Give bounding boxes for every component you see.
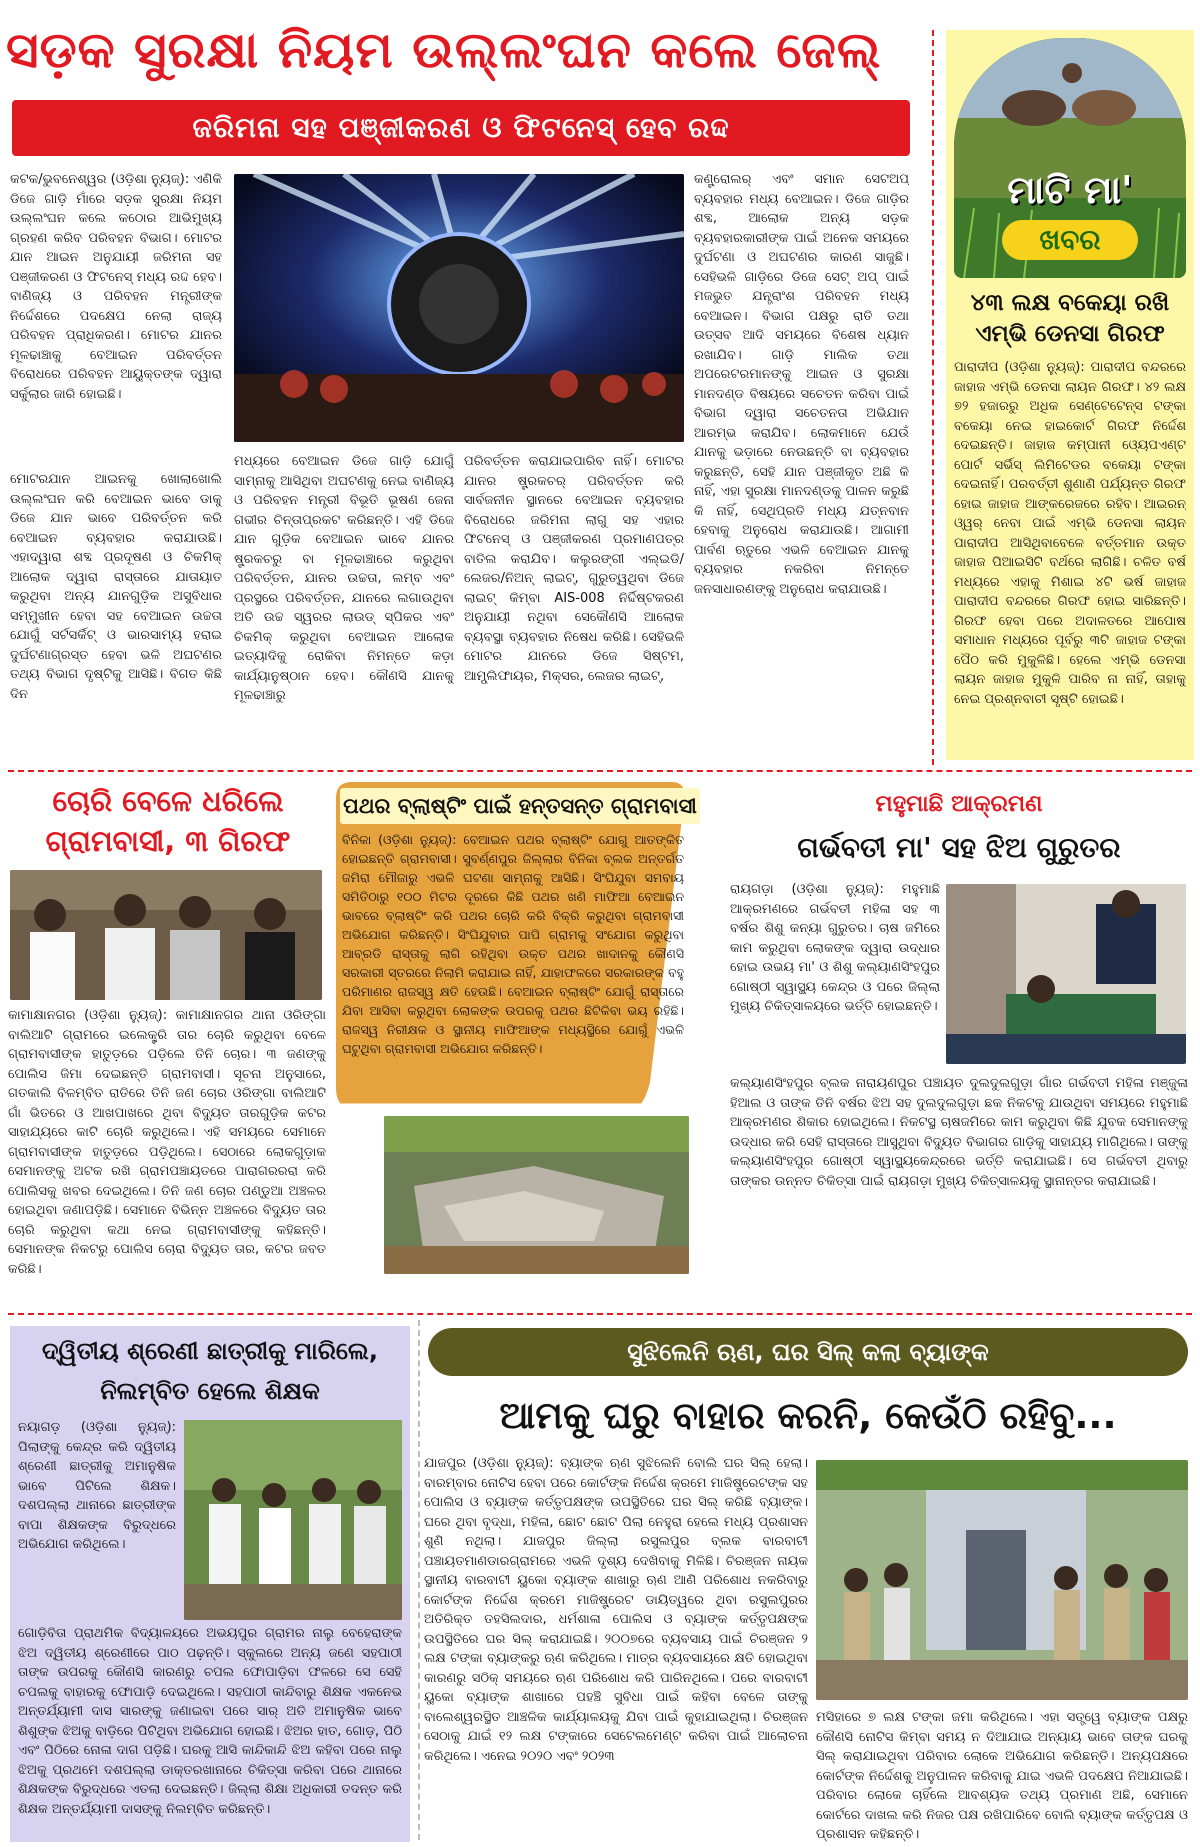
- blasting-body: ବିନିକା (ଓଡ଼ିଶା ନ୍ୟୁଜ୍): ବେଆଇନ ପଥର ବ୍ଲାଷ୍ଟିଂ ଯୋଗୁ ଆତଙ୍କିତ ହୋଇଛନ୍ତି ଗ୍ରାମବାସୀ। ସୁବର୍ଣ୍ଣପୁର ଜିଲ୍ଲାର ବିନିକା ବ୍ଲକ ଅନ୍ତର୍ଗତ ଜମିରା ମୌଜାରୁ ଏଭଳି ଘଟଣା ସାମ୍ନାକୁ ଆସିଛି। ସିଂଘିଯୁବା ସମବାୟ ସମିତିଠାରୁ ୧୦୦ ମିଟର ଦୂରରେ କିଛି ପଥର ଖଣି ମାଫିଆ ବେଆଇନ ଭାବରେ ବ୍ଲାଷ୍ଟିଂ କରି ପଥର ଚୋରି କରି ବିକ୍ରି କରୁଥିବା ଗ୍ରାମବାସୀ ଅଭିଯୋଗ କରିଛନ୍ତି। ସିଂଘିଯୁବାର ପାପି ଗ୍ରାମକୁ ସଂଯୋଗ କରୁଥିବା ଆବ୍ରଡି ରାସ୍ତାକୁ ଲାଗି ରହିଥିବା ଉକ୍ତ ପଥର ଖାଦାନକୁ କୌଣସି ସରକାରୀ ସ୍ତରରେ ନିଲାମି କରାଯାଇ ନାହିଁ, ଯାହାଫଳରେ ସରକାରଙ୍କ ବହୁ ପରିମାଣର ରାଜସ୍ୱ କ୍ଷତି ହେଉଛି। ବେଆଇନ ବ୍ଲାଷ୍ଟିଂ ଯୋଗୁଁ ରାସ୍ତାରେ ଯିବା ଆସିବା କରୁଥିବା ଲୋକଙ୍କ ଉପରକୁ ପଥର ଛିଟିକିବା ଭୟ ରହିଛି। ରାଜସ୍ୱ ନିରୀକ୍ଷକ ଓ ସ୍ଥାନୀୟ ମାଫିଆଙ୍କ ମଧ୍ୟସ୍ଥିରେ ଯୋଗୁଁ ଏଭଳି ଘଟୁଥିବା ଗ୍ରାମବାସୀ ଅଭିଯୋଗ କରିଛନ୍ତି।: [342, 832, 684, 1056]
- quarry-photo: [384, 1116, 689, 1274]
- theft-headline-2: ଗ୍ରାମବାସୀ, ୩ ଗିରଫ: [45, 824, 291, 858]
- teacher-body-2: ଗୋଡ଼ିବିତା ପ୍ରାଥମିକ ବିଦ୍ୟାଳୟରେ ଅଭୟପୁର ଗ୍ରାମର ନାଲୁ ବେହେରାଙ୍କ ଝିଅ ଦ୍ୱିତୀୟ ଶ୍ରେଣୀରେ ପାଠ ପଢ଼ନ୍ତି। ସ୍କୁଲରେ ଅନ୍ୟ ଜଣେ ସହପାଠୀ ତାଙ୍କ ଉପରକୁ କୌଣସି କାରଣରୁ ଚପଲ ଫୋପାଡ଼ିବା ଫଳରେ ସେ ସେହି ଚପଲକୁ ବାହାରକୁ ଫୋପାଡ଼ି ଦେଇଥିଲେ। ସହପାଠୀ କାନ୍ଦିବାରୁ ଶିକ୍ଷକ ଏକନେଭ ଅନ୍ତର୍ଯ୍ୟାମୀ ଦାସ ସାରଙ୍କୁ ଜଣାଇବା ପରେ ସାର୍ ଅତି ଅମାନୁଷିକ ଭାବେ ଶିଶୁଙ୍କ ଝିଅକୁ ବାଡ଼ିରେ ପିଟିଥିବା ଅଭିଯୋଗ ହୋଇଛି। ଝିଅର ହାତ, ଗୋଡ଼, ପିଠି ଏବଂ ପିଠିରେ ନୋଳା ଦାଗ ପଡ଼ିଛି। ଘରକୁ ଆସି କାନ୍ଦିକାନ୍ଦି ଝିଅ କହିବା ପରେ ନାଲୁ ଝିଅକୁ ପ୍ରଥମେ ଦଶପଲ୍ଲା ଡାକ୍ତରଖାନାରେ ଚିକିତ୍ସା କରିବା ପରେ ଥାନାରେ ଶିକ୍ଷକଙ୍କ ବିରୁଦ୍ଧରେ ଏତଲା ଦେଇଛନ୍ତି। ଜିଲ୍ଲା ଶିକ୍ଷା ଅଧିକାରୀ ତଦନ୍ତ କରି ଶିକ୍ଷକ ଅନ୍ତର୍ଯ୍ୟାମୀ ଦାସଙ୍କୁ ନିଲମ୍ବିତ କରିଛନ୍ତି।: [18, 1626, 402, 1817]
- bee-body-2: କଲ୍ୟାଣସିଂହପୁର ବ୍ଲକ ନାରାୟଣପୁର ପଞ୍ଚାୟତ ଦୁଲଦୁଲଗୁଡ଼ା ଗାଁର ଗର୍ଭବତୀ ମହିଳା ମଞ୍ଜୁଳା ହିଆଲ ଓ ତାଙ୍କ ତିନି ବର୍ଷର ଝିଅ ସହ ଦୁଲଦୁଲଗୁଡ଼ା ଛକ ନିକଟକୁ ଯାଉଥିବା ସମୟରେ ମହୁମାଛି ଆକ୍ରମଣର ଶିକାର ହୋଇଥିଲେ। ନିକଟସ୍ଥ ଚାଷଜମିରେ କାମ କରୁଥିବା କିଛି ଯୁବକ ସେମାନଙ୍କୁ ଉଦ୍ଧାର କରି ସେହି ରାସ୍ତାରେ ଆସୁଥିବା ବିଦ୍ୟୁତ ବିଭାଗର ଗାଡ଼ିକୁ ସାହାଯ୍ୟ ମାଗିଥିଲେ। ତାଙ୍କୁ କଲ୍ୟାଣସିଂହପୁର ଗୋଷ୍ଠୀ ସ୍ୱାସ୍ଥ୍ୟକେନ୍ଦ୍ରରେ ଭର୍ତ୍ତି କରାଯାଇଛି। ସେ ଗର୍ଭବତୀ ଥିବାରୁ ତାଙ୍କର ଉନ୍ନତ ଚିକିତ୍ସା ପାଇଁ ରାୟଗଡ଼ା ମୁଖ୍ୟ ଚିକିତ୍ସାଳୟକୁ ସ୍ଥାନାନ୍ତର କରାଯାଇଛି।: [730, 1076, 1188, 1189]
- bank-banner: [428, 1328, 1188, 1376]
- logo-subtitle: ଖବର: [1039, 223, 1101, 256]
- theft-headline-1: ଚୋରି ବେଳେ ଧରିଲେ: [52, 784, 284, 818]
- bee-headline: ଗର୍ଭବତୀ ମା' ସହ ଝିଅ ଗୁରୁତର: [797, 831, 1121, 864]
- bank-body-2: ମସିହାରେ ୭ ଲକ୍ଷ ଟଙ୍କା ଜମା କରିଥିଲେ। ଏହା ସତ୍ତ୍ୱେ ବ୍ୟାଙ୍କ ପକ୍ଷରୁ କୌଣସି ନୋଟିସ କିମ୍ବା ସମୟ ନ ଦିଆଯାଇ ଅନ୍ୟାୟ ଭାବେ ତାଙ୍କ ଘରକୁ ସିଲ୍ କରାଯାଇଥିବା ପରିବାର ଲୋକେ ଅଭିଯୋଗ କରିଛନ୍ତି। ଅନ୍ୟପକ୍ଷରେ କୋର୍ଟଙ୍କ ନିର୍ଦ୍ଦେଶକୁ ଅନୁପାଳନ କରିବାକୁ ଯାଇ ଏଭଳି ପଦକ୍ଷେପ ନିଆଯାଇଛି। ପରିବାର ଲୋକେ ଚାହିଁଲେ ଆବଶ୍ୟକ ତଥ୍ୟ ପ୍ରମାଣ ଅଛି, ସେମାନେ କୋର୍ଟରେ ଦାଖଲ କରି ନିଜର ପକ୍ଷ ରଖିପାରିବେ ବୋଲି ବ୍ୟାଙ୍କ କର୍ତ୍ତୃପକ୍ଷ ଓ ପ୍ରଶାସନ କହିଛନ୍ତି।: [816, 1710, 1188, 1842]
- sidebar-headline: ୪୩ ଲକ୍ଷ ବକେୟା ରଖି ଏମ୍ଭି ଡେନସା ଗିରଫ: [970, 290, 1170, 347]
- lead-story-col4: [694, 170, 909, 750]
- sidebar-box: [946, 30, 1194, 760]
- middle-section-rule: [8, 1313, 1192, 1315]
- bee-body-1: ରାୟଗଡ଼ା (ଓଡ଼ିଶା ନ୍ୟୁଜ୍): ମହୁମାଛି ଆକ୍ରମଣରେ ଗର୍ଭବତୀ ମହିଳା ସହ ୩ ବର୍ଷର ଶିଶୁ କନ୍ୟା ଗୁରୁତର। ଚାଷ ଜମିରେ କାମ କରୁଥିବା ଲୋକଙ୍କ ଦ୍ୱାରା ଉଦ୍ଧାର ହୋଇ ଉଭୟ ମା' ଓ ଶିଶୁ କଲ୍ୟାଣସିଂହପୁର ଗୋଷ୍ଠୀ ସ୍ୱାସ୍ଥ୍ୟ କେନ୍ଦ୍ର ଓ ପରେ ଜିଲ୍ଲା ମୁଖ୍ୟ ଚିକିତ୍ସାଳୟରେ ଭର୍ତ୍ତି ହୋଇଛନ୍ତି।: [730, 882, 940, 1014]
- main-headline: ସଡ଼କ ସୁରକ୍ଷା ନିୟମ ଉଲ୍ଲଂଘନ କଲେ ଜେଲ୍: [6, 21, 882, 79]
- blasting-box: [332, 778, 722, 1278]
- bottom-divider: [418, 1320, 420, 1840]
- lead-story-para3: ମଧ୍ୟରେ ବେଆଇନ ଡିଜେ ଗାଡ଼ି ଯୋଗୁଁ ସାମ୍ନାକୁ ଆସିଥିବା ଅଘଟଣକୁ ନେଇ ବାଣିଜ୍ୟ ଓ ପରିବହନ ମନ୍ତ୍ରୀ ବିଭୂତି ଭୂଷଣ ଜେନା ଗଭୀର ଚିନ୍ତାପ୍ରକଟ କରିଛନ୍ତି। ଏହି ଡିଜେ ଯାନ ଗୁଡ଼ିକ ବେଆଇନ ଭାବେ ଯାନର ଷ୍ଟ୍ରକଚରୁ ବା ମୂଳଢାଞ୍ଚାରେ କରୁଥିବା ପରିବର୍ତ୍ତନ, ଯାନର ଉଚ୍ଚତା, ଲମ୍ବ ଏବଂ ପ୍ରସ୍ଥରେ ପରିବର୍ତ୍ତନ, ଯାନରେ ଲଗାଉଥିବା ଅତି ଉଚ୍ଚ ସ୍ୱରର ଲାଉଡ୍ ସ୍ପିକର ଏବଂ ଚିକମିକ୍ କରୁଥିବା ବେଆଇନ ଆଲୋକ ଇତ୍ୟାଦିକୁ ରୋକିବା ନିମନ୍ତେ କଡ଼ା କାର୍ଯ୍ୟାନୁଷ୍ଠାନ ହେବ। କୌଣସି ଯାନକୁ ମୂଳଢାଞ୍ଚାରୁ: [234, 454, 454, 703]
- lead-story-col2: [234, 452, 454, 750]
- logo-subtitle-badge: [1002, 220, 1138, 260]
- teacher-headline-1: ଦ୍ୱିତୀୟ ଶ୍ରେଣୀ ଛାତ୍ରୀକୁ ମାରିଲେ,: [42, 1337, 378, 1365]
- bee-kicker: ମହୁମାଛି ଆକ୍ରମଣ: [875, 791, 1043, 817]
- blasting-headline-box: [340, 788, 700, 824]
- sealed-house-photo: [816, 1460, 1188, 1700]
- lead-story-para5: କଣ୍ଟ୍ରୋଲର୍ ଏବଂ ସମାନ ସେଟଅପ୍ ବ୍ୟବହାର ମଧ୍ୟ ବେଆଇନ। ଡିଜେ ଗାଡ଼ିର ଶବ୍ଦ, ଆଲୋକ ଅନ୍ୟ ସଡ଼କ ବ୍ୟବହାରକାରୀଙ୍କ ପାଇଁ ଅନେକ ସମୟରେ ଦୁର୍ଘଟଣା ଓ ଅଘଟଣର କାରଣ ସାଜୁଛି। ସେହିଭଳି ଗାଡ଼ିରେ ଡିଜେ ସେଟ୍ ଅପ୍ ପାଇଁ ମଜଭୁତ ଯନ୍ତ୍ରାଂଶ ପରିବହନ ମଧ୍ୟ ବେଆଇନ। ବିଭାଗ ପକ୍ଷରୁ ରାତି ତଥା ଉତ୍ସବ ଆଦି ସମୟରେ ବିଶେଷ ଧ୍ୟାନ ରଖାଯିବ। ଗାଡ଼ି ମାଲିକ ତଥା ଅପରେଟରମାନଙ୍କୁ ଆଇନ ଓ ସୁରକ୍ଷା ମାନଦଣ୍ଡ ବିଷୟରେ ସଚେତନ କରିବା ପାଇଁ ବିଭାଗ ଦ୍ୱାରା ସଚେତନତା ଅଭିଯାନ ଆରମ୍ଭ କରାଯିବ। ଲୋକମାନେ ଯେଉଁ ଯାନକୁ ଭଡ଼ାରେ ନେଉଛନ୍ତି ବା ବ୍ୟବହାର କରୁଛନ୍ତି, ସେହି ଯାନ ପଞ୍ଜୀକୃତ ଅଛି କି ନାହିଁ, ଏହା ସୁରକ୍ଷା ମାନଦଣ୍ଡକୁ ପାଳନ କରୁଛି କି ନାହିଁ, ସେଥିପ୍ରତି ମଧ୍ୟ ଯତ୍ନବାନ ହେବାକୁ ଅନୁରୋଧ କରାଯାଉଛି। ଆଗାମୀ ପାର୍ବଣ ଋତୁରେ ଏଭଳି ବେଆଇନ ଯାନକୁ ବ୍ୟବହାର ନକରିବା ନିମନ୍ତେ ଜନସାଧାରଣଙ୍କୁ ଅନୁରୋଧ କରାଯାଉଛି।: [694, 172, 909, 597]
- arrested-youths-photo: [10, 870, 322, 1000]
- school-photo: [184, 1420, 402, 1620]
- teacher-box: [10, 1326, 410, 1842]
- teacher-body-1: ନୟାଗଡ଼ (ଓଡ଼ିଶା ନ୍ୟୁଜ୍): ପିଲାଙ୍କୁ କେନ୍ଦ୍ର କରି ଦ୍ୱିତୀୟ ଶ୍ରେଣୀ ଛାତ୍ରୀକୁ ଅମାନୁଷିକ ଭାବେ ପିଟିଲେ ଶିକ୍ଷକ। ଦଶପଲ୍ଲା ଥାନାରେ ଛାତ୍ରୀଙ୍କ ବାପା ଶିକ୍ଷକଙ୍କ ବିରୁଦ୍ଧରେ ଅଭିଯୋଗ କରିଥିଲେ।: [18, 1420, 176, 1552]
- lead-story-para1: କଟକ/ଭୁବନେଶ୍ୱର (ଓଡ଼ିଶା ନ୍ୟୁଜ୍): ଏଣିକି ଡିଜେ ଗାଡ଼ି ମାଁରେ ସଡ଼କ ସୁରକ୍ଷା ନିୟମ ଉଲ୍ଲଂଘନ କଲେ କଠୋର ଆଭିମୁଖ୍ୟ ଗ୍ରହଣ କରିବ ପରିବହନ ବିଭାଗ। ମୋଟର ଯାନ ଆଇନ ଅନୁଯାୟୀ ଜରିମନା ସହ ପଞ୍ଜୀକରଣ ଓ ଫିଟନେସ୍ ମଧ୍ୟ ରଦ୍ଦ ହେବ। ବାଣିଜ୍ୟ ଓ ପରିବହନ ମନ୍ତ୍ରୀଙ୍କ ନିର୍ଦ୍ଦେଶରେ ପଦକ୍ଷେପ ନେଲା ରାଜ୍ୟ ପରିବହନ ପ୍ରାଧିକରଣ। ମୋଟର ଯାନର ମୂଳଢାଞ୍ଚାକୁ ବେଆଇନ ପରିବର୍ତ୍ତନ ବିରୋଧରେ ପରିବହନ ଆୟୁକ୍ତଙ୍କ ଦ୍ୱାରା ସର୍କୁଲାର ଜାରି ହୋଇଛି।: [10, 172, 222, 402]
- hospital-photo: [946, 884, 1186, 1064]
- lead-story-para4: ପରିବର୍ତ୍ତନ କରାଯାଇପାରିବ ନାହିଁ। ମୋଟର ଯାନର ଷ୍ଟ୍ରକଚର୍ ପରିବର୍ତ୍ତନ କରି ସାର୍ବଜନୀନ ସ୍ଥାନରେ ବେଆଇନ ବ୍ୟବହାର ବିରୋଧରେ ଜରିମନା ଲାଗୁ ସହ ଏହାର ଫିଟନେସ୍ ଓ ପଞ୍ଜୀକରଣ ପ୍ରମାଣପତ୍ର ବାତିଲ କରାଯିବ। କଲୁରଙ୍ଗୀ ଏଲ୍ଇଡି/ଲେଜର/ନିଅନ୍ ଲାଇଟ୍, ଗୁରୁତ୍ୱଥିବା ଡିଜେ ଲାଇଟ୍ କିମ୍ବା AIS-008 ନିର୍ଦ୍ଦିଷ୍ଟକରଣ ଅନୁଯାୟୀ ନଥିବା ସେକୌଣସି ଆଲୋକ ବ୍ୟବସ୍ଥା ବ୍ୟବହାର ନିଷେଧ କରିଛି। ସେହିଭଳି ମୋଟର ଯାନରେ ଡିଜେ ସିଷ୍ଟମ, ଆମ୍ପ୍ଲିଫାୟର, ମିକ୍ସର, ଲେଜର ଲାଇଟ୍,: [464, 454, 684, 684]
- theft-body: କାମାକ୍ଷାନଗର (ଓଡ଼ିଶା ନ୍ୟୁଜ୍): କାମାକ୍ଷାନଗର ଥାନା ଓରିଙ୍ଗା ବାଲିଆଟି ଗ୍ରାମରେ ଇଲେକ୍ଟ୍ରି ତାର ଚୋରି କରୁଥିବା ବେଳେ ଗ୍ରାମବାସୀଙ୍କ ହାତୁଡ଼ରେ ପଡ଼ିଲେ ତିନି ଚୋର। ୩ ଜଣଙ୍କୁ ପୋଲିସ ଜିମା ଦେଇଛନ୍ତି ଗ୍ରାମବାସୀ। ସୂଚନା ଅନୁସାରେ, ଗତକାଲି ବିଳମ୍ବିତ ରାତିରେ ତିନି ଜଣ ଚୋର ଓରିଙ୍ଗା ବାଲିଆଟି ଗାଁ ଭିତରେ ଓ ଆଖପାଖରେ ଥିବା ବିଦ୍ୟୁତ ତାରଗୁଡ଼ିକ କଟର ସାହାଯ୍ୟରେ କାଟି ଚୋରି କରୁଥିଲେ। ଏହି ସମୟରେ ସେମାନେ ଗ୍ରାମବାସୀଙ୍କ ହାତୁଡ଼ରେ ପଡ଼ିଥିଲେ। ସେଠାରେ ଲୋକଗୁଡ଼ାକ ସେମାନଙ୍କୁ ଅଟକ ରଖି ଗ୍ରାମପଞ୍ଚାୟତରେ ପାରାଗରରରା କରି ପୋଲିସକୁ ଖବର ଦେଇଥିଲେ। ତିନି ଜଣ ଚୋର ପଣ୍ଡୁଆ ଅଞ୍ଚଳର ହୋଇଥିବା ଜଣାପଡ଼ିଛି। ସେମାନେ ବିଭିନ୍ନ ଅଞ୍ଚଳରେ ବିଦ୍ୟୁତ ତାର ଚୋରି କରୁଥିବା କଥା ନେଇ ଗ୍ରାମବାସୀଙ୍କୁ କହିଛନ୍ତି। ସେମାନଙ୍କ ନିକଟରୁ ପୋଲିସ ଚୋରା ବିଦ୍ୟୁତ ତାର, କଟର ଜବତ କରିଛି।: [8, 1008, 326, 1277]
- logo-title: ମାଟି ମା': [1007, 168, 1133, 212]
- lead-story-col1-bottom: [10, 470, 222, 750]
- lead-story-para2: ମୋଟରଯାନ ଆଇନକୁ ଖୋଲାଖୋଲି ଉଲ୍ଲଂଘନ କରି ବେଆଇନ ଭାବେ ଡାକୁ ଡିଜେ ଯାନ ଭାବେ ପରିବର୍ତ୍ତନ କରି ବେଆଇନ ବ୍ୟବହାର କରାଯାଉଛି। ଏହାଦ୍ୱାରା ଶବ୍ଦ ପ୍ରଦୂଷଣ ଓ ଚିକମିକ୍ ଆଲୋକ ଦ୍ୱାରା ରାସ୍ତାରେ ଯାତାୟାତ କରୁଥିବା ଅନ୍ୟ ଯାନଗୁଡ଼ିକ ଅସୁବିଧାର ସମ୍ମୁଖୀନ ହେବା ସହ ବେଆଇନ ଉଚ୍ଚତା ଯୋଗୁଁ ସର୍ଟସର୍କିଟ୍ ଓ ଭାରସାମ୍ୟ ହରାଇ ଦୁର୍ଘଟଣାଗ୍ରସ୍ତ ହେବା ଭଳି ଅଘଟଣର ତଥ୍ୟ ବିଭାଗ ଦୃଷ୍ଟିକୁ ଆସିଛି। ବିଗତ କିଛି ଦିନ: [10, 472, 222, 702]
- teacher-headline-2: ନିଲମ୍ବିତ ହେଲେ ଶିକ୍ଷକ: [100, 1377, 320, 1405]
- bank-banner-text: ସୁଝିଲେନି ଋଣ, ଘର ସିଲ୍ କଲା ବ୍ୟାଙ୍କ: [627, 1338, 989, 1366]
- dj-truck-photo: [234, 174, 684, 442]
- top-divider: [932, 30, 934, 765]
- bank-headline: ଆମକୁ ଘରୁ ବାହାର କରନି, କେଉଁଠି ରହିବୁ...: [499, 1394, 1117, 1437]
- lead-story-col3: [464, 452, 684, 750]
- sidebar-body: ପାରାଦୀପ (ଓଡ଼ିଶା ନ୍ୟୁଜ୍): ପାରାଦୀପ ବନ୍ଦରରେ ଜାହାଜ ଏମ୍ଭି ଡେନସା ଲାୟନ ଗିରଫ। ୪୨ ଲକ୍ଷ ୭୨ ହଜାରରୁ ଅଧିକ ସେଣ୍ଟେଟେନ୍ସ ଟଙ୍କା ବକେୟା ନେଇ ହାଇକୋର୍ଟ ଗିରଫ ନିର୍ଦ୍ଦେଶ ଦେଇଛନ୍ତି। ଜାହାଜ କମ୍ପାନୀ ଓ୍ୟେପଏଣ୍ଟ ପୋର୍ଟ ସର୍ଭିସ୍ ଲିମିଟେଡର ବକେୟା ଟଙ୍କା ଦେଇନାହିଁ। ପରବର୍ତ୍ତୀ ଶୁଣାଣି ପର୍ଯ୍ୟନ୍ତ ଗିରଫ ହୋଇ ଜାହାଜ ଆଙ୍କରେଜରେ ରହିବ। ଆଇରନ୍ ଓ୍ୱର୍ ନେବା ପାଇଁ ଏମ୍ଭି ଡେନସା ଲାୟନ ପାରାଦୀପ ଆସିଥିବାବେଳେ ବର୍ତ୍ତମାନ ଉକ୍ତ ଜାହାଜ ପିଆଇସିଟି ବର୍ଥରେ ଲାଗିଛି। ଚଳିତ ବର୍ଷ ମଧ୍ୟରେ ଏହାକୁ ମିଶାଇ ୪ଟି ଭର୍ଷ ଜାହାଜ ପାରାଦୀପ ବନ୍ଦରରେ ଗିରଫ ହୋଇ ସାରିଛନ୍ତି। ଗିରଫ ହେବା ପରେ ଅଦାଳତରେ ଆପୋଷ ସମାଧାନ ମଧ୍ୟରେ ପୂର୍ବରୁ ୩ଟି ଜାହାଜ ଟଙ୍କା ପୈଠ କରି ମୁକୁଳିଛି। ହେଲେ ଏମ୍ଭି ଡେନସା ଲାୟନ ଜାହାଜ ମୁକୁଳି ପାରିବ ନା ନାହିଁ, ତାହାକୁ ନେଇ ପ୍ରଶ୍ନବାଚୀ ସୃଷ୍ଟି ହୋଇଛି।: [954, 360, 1186, 707]
- lead-story-col1: [10, 170, 222, 470]
- blasting-headline: ପଥର ବ୍ଲାଷ୍ଟିଂ ପାଇଁ ହନ୍ତସନ୍ତ ଗ୍ରାମବାସୀ: [343, 794, 697, 818]
- bank-body-1: ଯାଜପୁର (ଓଡ଼ିଶା ନ୍ୟୁଜ୍): ବ୍ୟାଙ୍କ ଋଣ ସୁଝିଲେନି ବୋଲି ଘର ସିଲ୍ ହେଲା। ବାରମ୍ବାର ନୋଟିସ ହେବା ପରେ କୋର୍ଟଙ୍କ ନିର୍ଦ୍ଦେଶ କ୍ରମେ ମାଜିଷ୍ଟ୍ରେଟଙ୍କ ସହ ପୋଲିସ ଓ ବ୍ୟାଙ୍କ କର୍ତ୍ତୃପକ୍ଷଙ୍କ ଉପସ୍ଥିତିରେ ଘର ସିଲ୍ କରିଛି ବ୍ୟାଙ୍କ। ଘରେ ଥିବା ବୃଦ୍ଧା, ମହିଳା, ଛୋଟ ଛୋଟ ପିଲା ନେହୁରା ହେଲେ ମଧ୍ୟ ପ୍ରଶାସନ ଶୁଣି ନଥିଲା। ଯାଜପୁର ଜିଲ୍ଲା ରସୁଲପୁର ବ୍ଲକ ବାରବାଟୀ ପଞ୍ଚାୟତମାଣଡାରଗ୍ରାମରେ ଏଭଳି ଦୃଶ୍ୟ ଦେଖିବାକୁ ମିଳିଛି। ଚିରଞ୍ଜନ ନାୟକ ସ୍ଥାନୀୟ ବାରବାଟୀ ୟୁକୋ ବ୍ୟାଙ୍କ ଶାଖାରୁ ଋଣ ଆଣି ପରିଶୋଧ ନକରିବାରୁ କୋର୍ଟଙ୍କ ନିର୍ଦ୍ଦେଶ କ୍ରମେ ମାଜିଷ୍ଟ୍ରେଟ ଡାୟିତ୍ୱରେ ଥିବା ରସୁଲପୁରର ଅତିରିକ୍ତ ତହସିଲଦାର, ଧର୍ମଶାଳା ପୋଲିସ ଓ ବ୍ୟାଙ୍କ କର୍ତ୍ତୃପକ୍ଷଙ୍କ ଉପସ୍ଥିତିରେ ଘର ସିଲ୍ କରାଯାଇଛି। ୨୦୦୭ରେ ବ୍ୟବସାୟ ପାଇଁ ଚିରଞ୍ଜନ ୨ ଲକ୍ଷ ଟଙ୍କା ବ୍ୟାଙ୍କରୁ ଋଣ କରିଥିଲେ। ମାତ୍ର ବ୍ୟବସାୟରେ କ୍ଷତି ହୋଇଥିବା କାରଣରୁ ସଠିକ୍ ସମୟରେ ଋଣ ପରିଶୋଧ କରି ପାରିନଥିଲେ। ପରେ ବାରବାଟୀ ୟୁକୋ ବ୍ୟାଙ୍କ ଶାଖାରେ ପହଞ୍ଚି ସୁବିଧା ପାଇଁ କହିବା ବେଳେ ତାଙ୍କୁ ବାଲେଶ୍ୱରସ୍ଥିତ ଆଞ୍ଚଳିକ କାର୍ଯ୍ୟାଳୟକୁ ଯିବା ପାଇଁ କୁହାଯାଇଥିଲା। ଚିରଞ୍ଜନ ସେଠାକୁ ଯାଇଁ ୧୨ ଲକ୍ଷ ଟଙ୍କାରେ ସେଟେଲମେଣ୍ଟ କରିବା ପାଇଁ ଆଲୋଚନା କରିଥିଲେ। ଏନେଇ ୨୦୨୦ ଏବଂ ୨୦୨୩: [424, 1456, 808, 1764]
- sub-banner: [12, 100, 910, 156]
- sub-banner-text: ଜରିମନା ସହ ପଞ୍ଜୀକରଣ ଓ ଫିଟନେସ୍ ହେବ ରଦ୍ଦ: [192, 111, 730, 144]
- top-section-rule: [8, 770, 1192, 772]
